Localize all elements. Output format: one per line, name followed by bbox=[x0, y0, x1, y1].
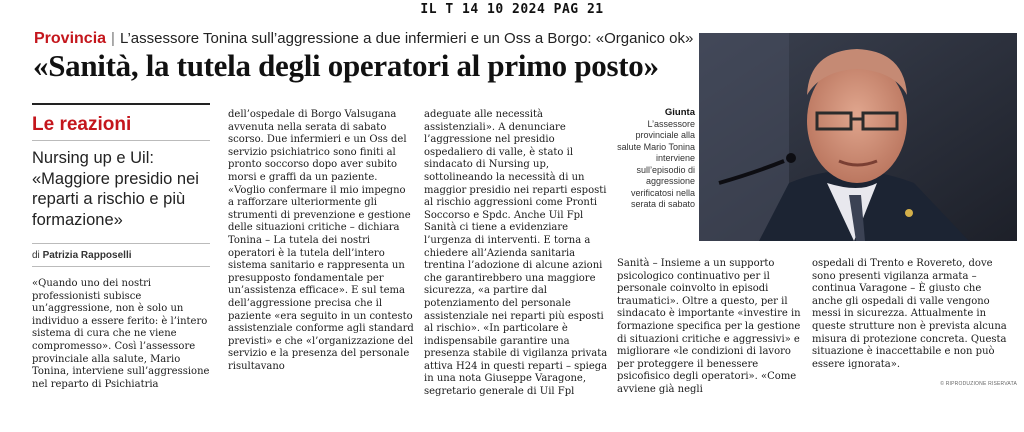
section-label: Provincia bbox=[34, 30, 107, 47]
sidebar-subhead: Nursing up e Uil: «Maggiore presidio nei reparti a rischio e più formazione» bbox=[32, 149, 199, 229]
divider bbox=[32, 243, 210, 244]
sidebar-label: Le reazioni bbox=[32, 114, 132, 135]
article-text: Sanità – Insieme a un supporto psicologico continuativo per il personale coinvolto in episodi traumatici». Oltre a questo, per il sindacato è importante «investire in formazione specifica per la gestione di situazioni critiche e aggressivi» e migliorare «le condizioni di lavoro per proteggere il benessere psicofisico degli operatori». «Come avviene già negli bbox=[617, 258, 801, 395]
article-column-2 bbox=[228, 109, 414, 373]
article-text: dell’ospedale di Borgo Valsugana avvenuta nella serata di sabato scorso. Due infermieri e un Oss del servizio psichiatrico sono finiti al pronto soccorso dopo aver subito morsi e graffi da un paziente. «Voglio confermare il mio impegno a rafforzare ulteriormente gli strumenti di prevenzione e gestione delle situazioni critiche – dichiara Tonina – La tutela dei nostri operatori è la tutela dell’intero sistema sanitario e rappresenta un presupposto fondamentale per un’assistenza efficace». E sul tema dell’aggressione precisa che il paziente «era seguito in un contesto assistenziale conforme agli standard previsti» e che «l’organizzazione del servizio e la presenza del personale risultavano bbox=[228, 109, 414, 372]
article-text: «Quando uno dei nostri professionisti subisce un’aggressione, non è solo un individuo a essere ferito: è l’intero sistema di cura che ne viene compromesso». Così l’assessore provinciale alla salute, Mario Tonina, interviene sull’aggressione nel reparto di Psichiatria bbox=[32, 278, 210, 390]
kicker-text: L’assessore Tonina sull’aggressione a due infermieri e un Oss a Borgo: «Organico ok» bbox=[119, 30, 694, 47]
copyright-notice: © RIPRODUZIONE RISERVATA bbox=[940, 381, 1017, 387]
divider bbox=[32, 140, 210, 141]
article-photo bbox=[699, 33, 1017, 241]
article-text: ospedali di Trento e Rovereto, dove sono presenti vigilanza armata – continua Varagone – È giusto che anche gli ospedali di valle vengono messi in sicurezza. Attualmente in queste strutture non è prevista alcuna misura di protezione concreta. Questa situazione è inaccettabile e non può essere ignorata». bbox=[812, 258, 1007, 370]
headline: «Sanità, la tutela degli operatori al primo posto» bbox=[33, 48, 659, 83]
article-column-4 bbox=[617, 258, 805, 397]
byline-author: Patrizia Rapposelli bbox=[42, 250, 132, 261]
divider bbox=[32, 266, 210, 267]
divider bbox=[32, 103, 210, 105]
article-text: adeguate alle necessità assistenziali». A denunciare l’aggressione nel presidio ospedaliero di valle, è stato il sindacato di Nursing up, sottolineando la necessità di un maggior presidio nei reparti esposti al rischio aggressioni come Pronti Soccorso e Spdc. Anche Uil Fpl Sanità ci tiene a evidenziare l’urgenza di interventi. E torna a chiedere all’Azienda sanitaria trentina l’adozione di alcune azioni che garantirebbero una maggiore sicurezza, «a partire dal potenziamento del personale assistenziale nei reparti più esposti al rischio». «In particolare è indispensabile garantire una presenza stabile di vigilanza privata attiva H24 in questi reparti – spiega in una nota Giuseppe Varagone, segretario generale di Uil Fpl bbox=[424, 109, 608, 398]
caption-text: L’assessore provinciale alla salute Mario Tonina interviene sull’episodio di aggressione verificatosi nella serata di sabato bbox=[617, 118, 695, 209]
kicker-separator: | bbox=[111, 30, 115, 47]
portrait-illustration bbox=[699, 33, 1017, 241]
article-column-5 bbox=[812, 258, 1012, 371]
byline bbox=[32, 250, 132, 261]
caption-title: Giunta bbox=[664, 107, 695, 118]
page-date-line: IL T 14 10 2024 PAG 21 bbox=[420, 2, 604, 17]
kicker bbox=[34, 30, 693, 48]
photo-caption bbox=[615, 107, 695, 211]
article-column-3 bbox=[424, 109, 612, 399]
article-column-1 bbox=[32, 278, 217, 391]
byline-prefix: di bbox=[32, 250, 40, 261]
